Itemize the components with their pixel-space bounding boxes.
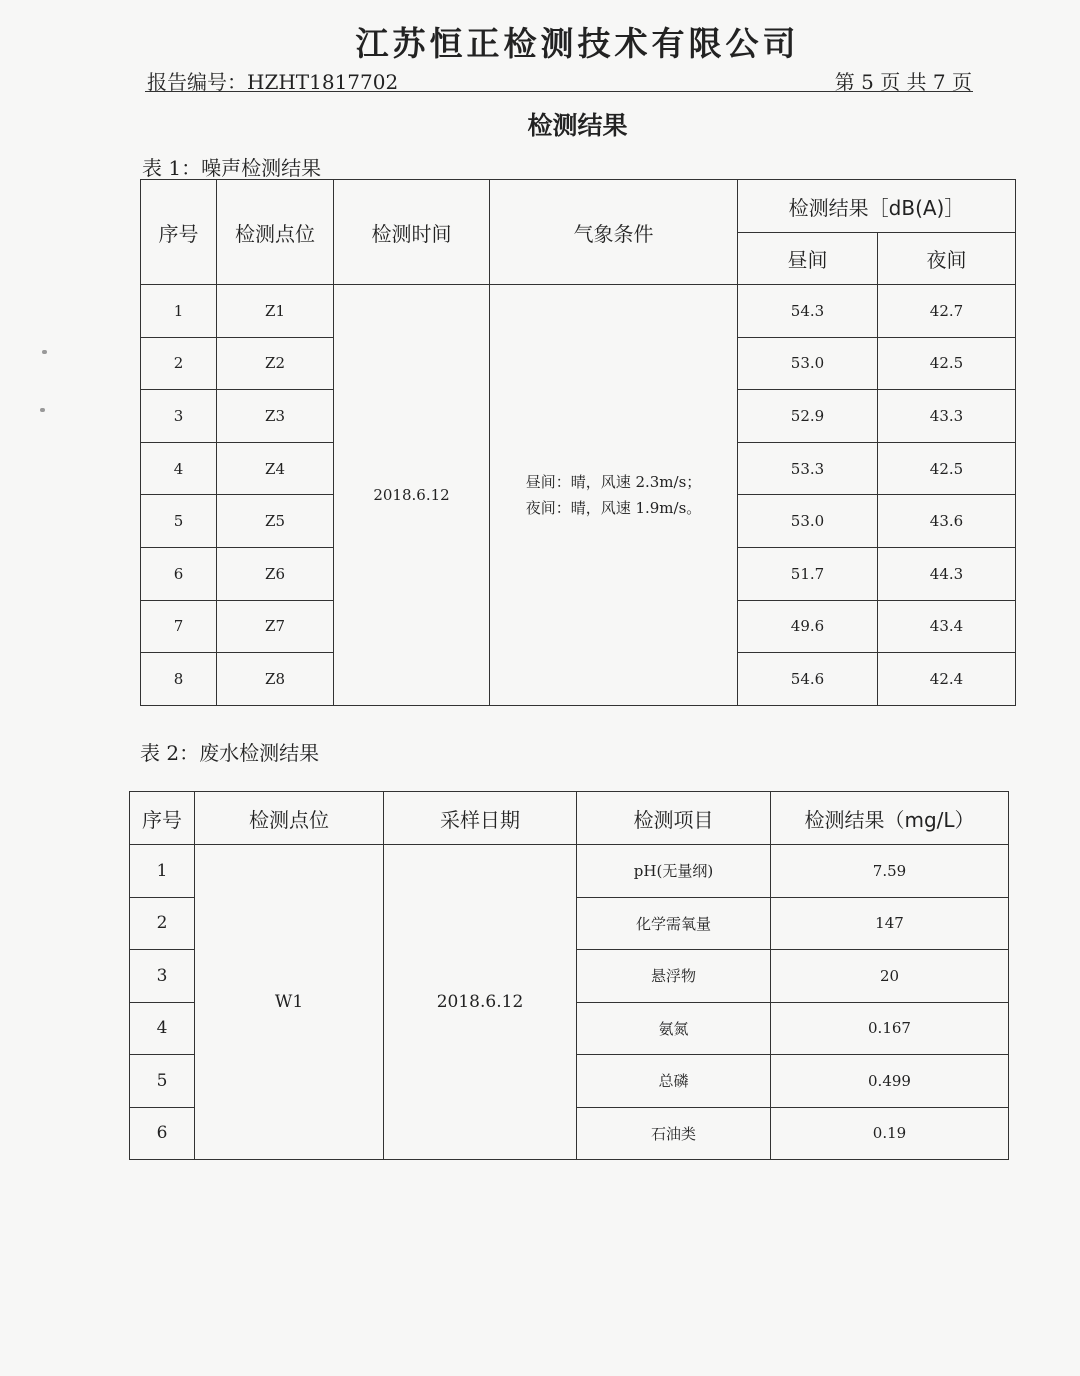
row-point: Z7 xyxy=(217,600,334,653)
col-header-night: 夜间 xyxy=(878,233,1016,285)
row-day-value: 54.6 xyxy=(738,653,878,706)
row-item: 总磷 xyxy=(577,1055,771,1108)
col-header-date: 采样日期 xyxy=(384,792,577,845)
row-item: 化学需氧量 xyxy=(577,897,771,950)
row-result: 7.59 xyxy=(771,845,1009,898)
row-point: Z2 xyxy=(217,337,334,390)
header-divider xyxy=(145,91,973,92)
wastewater-result-table xyxy=(129,791,1009,1160)
row-night-value: 42.7 xyxy=(878,285,1016,338)
row-night-value: 43.3 xyxy=(878,390,1016,443)
col-header-seq: 序号 xyxy=(130,792,195,845)
row-point: Z1 xyxy=(217,285,334,338)
col-header-day: 昼间 xyxy=(738,233,878,285)
row-seq: 6 xyxy=(130,1107,195,1160)
sample-date: 2018.6.12 xyxy=(384,845,577,1160)
col-header-result: 检测结果（mg/L） xyxy=(771,792,1009,845)
scan-speck xyxy=(40,408,45,412)
col-header-result: 检测结果［dB(A)］ xyxy=(738,180,1016,233)
row-day-value: 54.3 xyxy=(738,285,878,338)
row-day-value: 51.7 xyxy=(738,547,878,600)
col-header-point: 检测点位 xyxy=(195,792,384,845)
weather-night: 夜间：晴，风速 1.9m/s。 xyxy=(525,498,702,517)
row-day-value: 52.9 xyxy=(738,390,878,443)
row-seq: 1 xyxy=(130,845,195,898)
row-night-value: 42.4 xyxy=(878,653,1016,706)
row-seq: 5 xyxy=(141,495,217,548)
col-header-seq: 序号 xyxy=(141,180,217,285)
water-table-caption: 表 2：废水检测结果 xyxy=(140,741,320,765)
row-result: 0.19 xyxy=(771,1107,1009,1160)
row-day-value: 49.6 xyxy=(738,600,878,653)
measure-date: 2018.6.12 xyxy=(334,285,490,706)
row-seq: 2 xyxy=(130,897,195,950)
row-point: Z5 xyxy=(217,495,334,548)
table-row xyxy=(141,285,1016,338)
row-seq: 7 xyxy=(141,600,217,653)
row-seq: 2 xyxy=(141,337,217,390)
col-header-weather: 气象条件 xyxy=(490,180,738,285)
row-night-value: 43.6 xyxy=(878,495,1016,548)
row-night-value: 42.5 xyxy=(878,337,1016,390)
row-item: 氨氮 xyxy=(577,1002,771,1055)
row-point: Z4 xyxy=(217,442,334,495)
row-seq: 3 xyxy=(141,390,217,443)
sample-point: W1 xyxy=(195,845,384,1160)
row-seq: 6 xyxy=(141,547,217,600)
row-result: 0.167 xyxy=(771,1002,1009,1055)
row-seq: 4 xyxy=(130,1002,195,1055)
row-night-value: 42.5 xyxy=(878,442,1016,495)
row-item: pH(无量纲) xyxy=(577,845,771,898)
row-result: 0.499 xyxy=(771,1055,1009,1108)
page-title: 检测结果 xyxy=(527,111,628,140)
page-info: 第 5 页 共 7 页 xyxy=(834,70,972,94)
scan-speck xyxy=(42,350,47,354)
noise-table-caption: 表 1：噪声检测结果 xyxy=(142,156,322,180)
row-point: Z6 xyxy=(217,547,334,600)
report-number: 报告编号：HZHT1817702 xyxy=(147,70,399,94)
company-name: 江苏恒正检测技术有限公司 xyxy=(355,24,800,63)
noise-result-table xyxy=(140,179,1016,706)
col-header-point: 检测点位 xyxy=(217,180,334,285)
row-seq: 1 xyxy=(141,285,217,338)
row-point: Z8 xyxy=(217,653,334,706)
row-item: 石油类 xyxy=(577,1107,771,1160)
col-header-item: 检测项目 xyxy=(577,792,771,845)
table-row xyxy=(130,845,1009,898)
row-day-value: 53.3 xyxy=(738,442,878,495)
row-day-value: 53.0 xyxy=(738,495,878,548)
row-day-value: 53.0 xyxy=(738,337,878,390)
col-header-time: 检测时间 xyxy=(334,180,490,285)
row-seq: 4 xyxy=(141,442,217,495)
row-result: 147 xyxy=(771,897,1009,950)
row-seq: 8 xyxy=(141,653,217,706)
row-night-value: 44.3 xyxy=(878,547,1016,600)
row-night-value: 43.4 xyxy=(878,600,1016,653)
row-seq: 3 xyxy=(130,950,195,1003)
row-point: Z3 xyxy=(217,390,334,443)
weather-day: 昼间：晴，风速 2.3m/s； xyxy=(525,472,702,491)
row-result: 20 xyxy=(771,950,1009,1003)
weather-conditions xyxy=(490,285,738,706)
row-item: 悬浮物 xyxy=(577,950,771,1003)
row-seq: 5 xyxy=(130,1055,195,1108)
